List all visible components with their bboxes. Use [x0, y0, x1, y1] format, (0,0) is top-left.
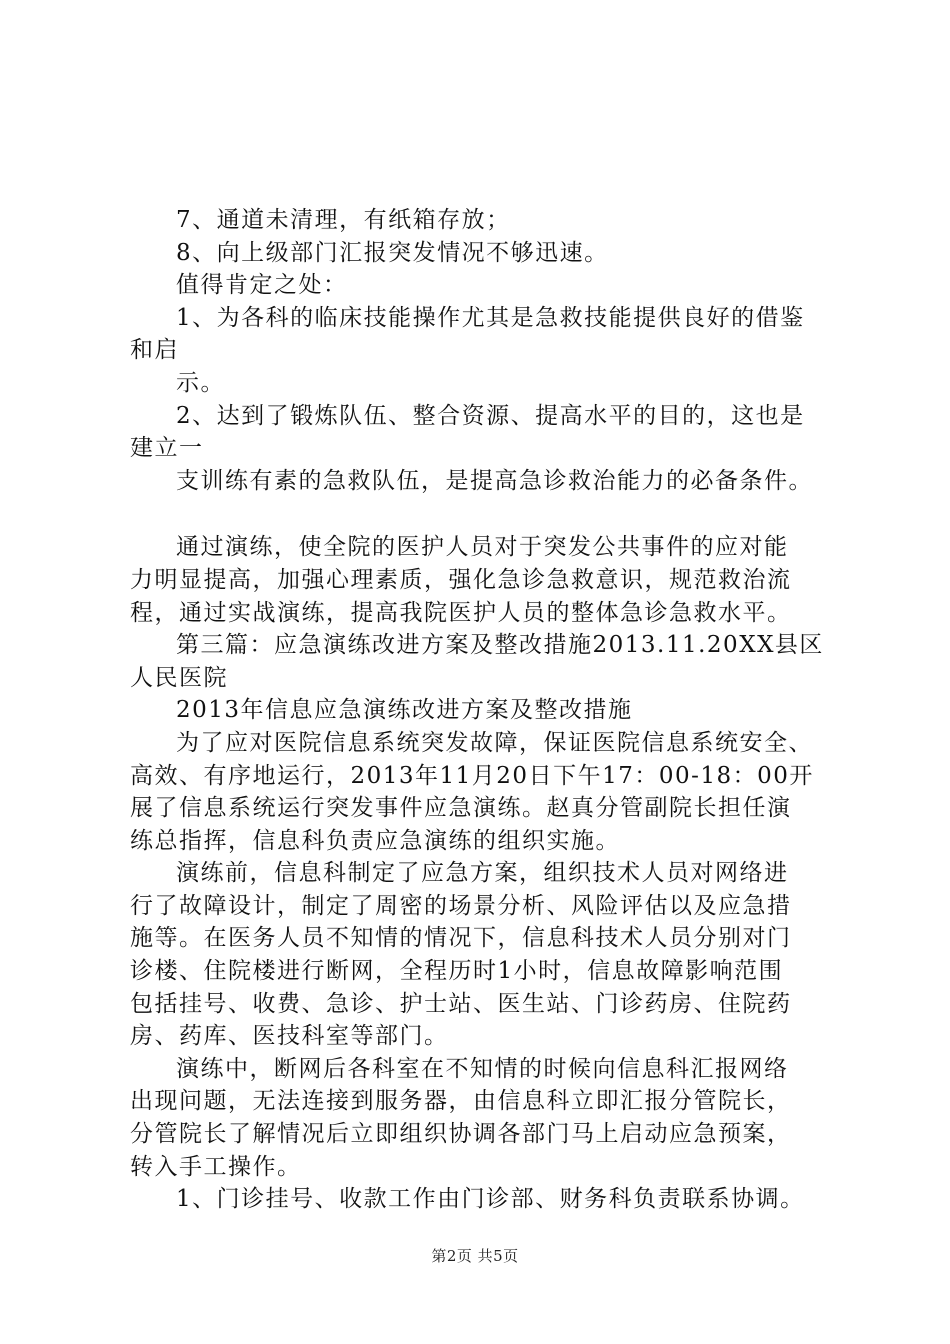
text-line: 支训练有素的急救队伍，是提高急诊救治能力的必备条件。 — [176, 467, 813, 494]
section-heading: 人民医院 — [130, 664, 228, 691]
section-heading: 第三篇：应急演练改进方案及整改措施2013.11.20XX县区 — [176, 632, 824, 659]
text-line: 转入手工操作。 — [130, 1153, 302, 1180]
document-title: 2013年信息应急演练改进方案及整改措施 — [176, 697, 633, 724]
text-line: 1、为各科的临床技能操作尤其是急救技能提供良好的借鉴 — [176, 304, 805, 331]
text-line: 值得肯定之处： — [176, 272, 348, 299]
document-body — [130, 204, 850, 1216]
text-line: 演练前，信息科制定了应急方案，组织技术人员对网络进 — [176, 860, 789, 887]
text-line: 力明显提高，加强心理素质，强化急诊急救意识，规范救治流 — [130, 566, 792, 593]
text-line: 7、通道未清理，有纸箱存放； — [176, 207, 511, 233]
text-line: 和启 — [130, 337, 179, 364]
text-line: 施等。在医务人员不知情的情况下，信息科技术人员分别对门 — [130, 925, 792, 952]
text-line: 包括挂号、收费、急诊、护士站、医生站、门诊药房、住院药 — [130, 990, 792, 1017]
text-line: 通过演练，使全院的医护人员对于突发公共事件的应对能 — [176, 534, 789, 561]
text-line: 出现问题，无法连接到服务器，由信息科立即汇报分管院长， — [130, 1088, 792, 1115]
text-line: 分管院长了解情况后立即组织协调各部门马上启动应急预案， — [130, 1121, 792, 1148]
text-line: 行了故障设计，制定了周密的场景分析、风险评估以及应急措 — [130, 892, 792, 919]
text-line: 演练中，断网后各科室在不知情的时候向信息科汇报网络 — [176, 1055, 789, 1082]
text-line: 2、达到了锻炼队伍、整合资源、提高水平的目的，这也是 — [176, 402, 805, 429]
text-line: 诊楼、住院楼进行断网，全程历时1小时，信息故障影响范围 — [130, 958, 784, 985]
text-line: 练总指挥，信息科负责应急演练的组织实施。 — [130, 827, 620, 854]
text-line: 房、药库、医技科室等部门。 — [130, 1023, 449, 1050]
text-line: 1、门诊挂号、收款工作由门诊部、财务科负责联系协调。 — [176, 1186, 805, 1213]
text-line: 展了信息系统运行突发事件应急演练。赵真分管副院长担任演 — [130, 795, 792, 822]
text-line: 建立一 — [130, 435, 204, 462]
paragraph-spacer — [130, 497, 850, 531]
text-line: 程，通过实战演练，提高我院医护人员的整体急诊急救水平。 — [130, 599, 792, 626]
text-line: 8、向上级部门汇报突发情况不够迅速。 — [176, 239, 609, 266]
text-line: 为了应对医院信息系统突发故障，保证医院信息系统安全、 — [176, 729, 813, 756]
text-line: 示。 — [176, 369, 225, 396]
text-line: 高效、有序地运行，2013年11月20日下午17：00-18：00开 — [130, 762, 814, 789]
page-footer: 第2页 共5页 — [431, 1247, 519, 1265]
